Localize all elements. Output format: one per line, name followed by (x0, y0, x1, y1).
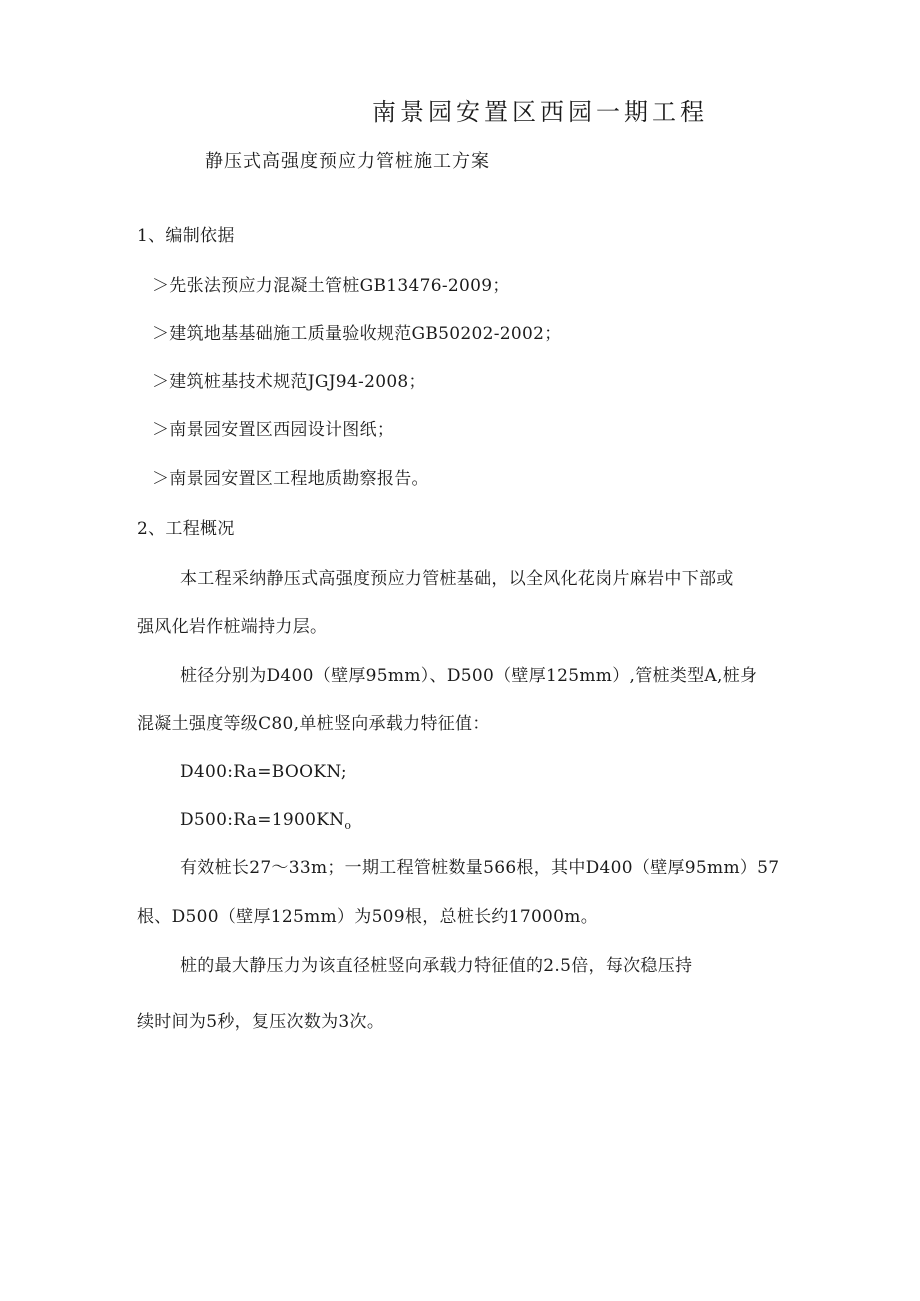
paragraph-line: 根、D500（壁厚125mm）为509根，总桩长约17000m。 (137, 907, 599, 927)
paragraph-line: 续时间为5秒，复压次数为3次。 (137, 1012, 385, 1032)
section-1-heading: 1、编制依据 (137, 226, 235, 246)
paragraph-line: 混凝土强度等级C80,单桩竖向承载力特征值： (137, 714, 490, 734)
reference-item: ＞建筑桩基技术规范JGJ94-2008； (152, 372, 426, 392)
bearing-capacity-d500-text: D500:Ra=1900KN (180, 810, 345, 830)
reference-item: ＞南景园安置区西园设计图纸； (152, 420, 395, 440)
paragraph-line: 桩的最大静压力为该直径桩竖向承载力特征值的2.5倍，每次稳压持 (180, 956, 693, 976)
reference-item: ＞先张法预应力混凝土管桩GB13476-2009； (152, 276, 510, 296)
reference-item: ＞建筑地基基础施工质量验收规范GB50202-2002； (152, 324, 562, 344)
section-2-heading: 2、工程概况 (137, 519, 235, 539)
document-subtitle: 静压式高强度预应力管桩施工方案 (205, 151, 490, 172)
paragraph-line: 本工程采纳静压式高强度预应力管桩基础，以全风化花岗片麻岩中下部或 (180, 569, 734, 589)
paragraph-line: 有效桩长27～33m；一期工程管桩数量566根，其中D400（壁厚95mm）57 (180, 858, 780, 878)
paragraph-line: 强风化岩作桩端持力层。 (137, 617, 328, 637)
bearing-capacity-d400: D400:Ra=BOOKN; (180, 762, 347, 782)
paragraph-line: 桩径分别为D400（壁厚95mm）、D500（壁厚125mm）,管桩类型A,桩身 (180, 666, 758, 686)
bearing-capacity-d500 (180, 808, 351, 832)
bearing-capacity-d500-mark: o (344, 819, 352, 832)
document-title: 南景园安置区西园一期工程 (372, 98, 708, 126)
reference-item: ＞南景园安置区工程地质勘察报告。 (152, 469, 429, 489)
